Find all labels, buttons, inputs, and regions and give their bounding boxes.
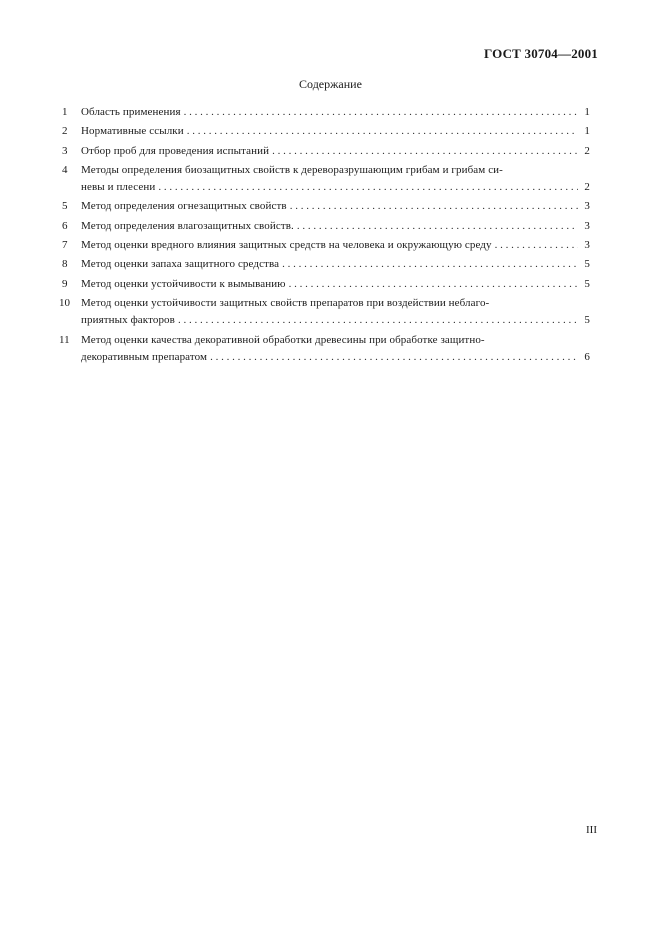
toc-leader-dots	[289, 276, 578, 293]
toc-entry-title-line-2: декоративным препаратом	[81, 350, 208, 363]
toc-entry-number: 6	[62, 219, 68, 232]
toc-entry[interactable]	[62, 237, 590, 254]
toc-leader-dots	[297, 218, 578, 235]
toc-entry[interactable]	[59, 295, 590, 330]
toc-leader-dots	[495, 237, 578, 254]
toc-entry[interactable]	[62, 218, 590, 235]
toc-entry[interactable]	[62, 162, 590, 197]
toc-entry-page: 1	[584, 106, 590, 118]
toc-entry[interactable]	[62, 123, 590, 140]
toc-entry-number: 5	[62, 200, 68, 213]
toc-entry-page: 5	[584, 258, 590, 271]
toc-title: Содержание	[299, 77, 362, 91]
table-of-contents	[59, 104, 590, 368]
toc-entry-title-line-1: Методы определения биозащитных свойств к дереворазрушающим грибам и грибам си-	[81, 163, 503, 176]
toc-leader-dots	[272, 143, 578, 160]
toc-entry-title: Метод определения огнезащитных свойств	[81, 200, 287, 213]
toc-entry-number: 3	[62, 144, 68, 157]
toc-entry[interactable]	[62, 276, 590, 293]
toc-entry[interactable]	[62, 198, 590, 215]
toc-entry-page: 3	[584, 239, 590, 252]
toc-entry-number: 1	[62, 106, 68, 118]
toc-leader-dots	[178, 312, 578, 329]
toc-leader-dots	[290, 198, 578, 215]
document-code: ГОСТ 30704—2001	[483, 46, 598, 61]
toc-entry-page: 3	[584, 200, 590, 213]
toc-leader-dots	[184, 104, 578, 121]
toc-entry-number: 11	[59, 333, 70, 346]
toc-entry-title: Метод оценки устойчивости к вымыванию	[81, 277, 286, 290]
toc-entry-number: 8	[62, 258, 68, 271]
toc-entry-title: Метод оценки вредного влияния защитных средств на человека и окружающую среду	[81, 239, 492, 252]
toc-entry-page: 3	[584, 219, 590, 232]
toc-entry-page: 2	[584, 181, 590, 194]
toc-entry[interactable]	[62, 143, 590, 160]
toc-leader-dots	[158, 179, 578, 196]
toc-entry-number: 7	[62, 239, 68, 252]
toc-entry-number: 9	[62, 277, 68, 290]
toc-entry[interactable]	[59, 332, 590, 367]
toc-entry-title-line-1: Метод оценки устойчивости защитных свойств препаратов при воздействии неблаго-	[81, 296, 490, 309]
toc-entry-title-line-2: невы и плесени	[81, 181, 156, 194]
toc-entry-title: Метод оценки запаха защитного средства	[81, 258, 280, 271]
toc-entry-page: 6	[584, 350, 590, 363]
toc-entry-number: 2	[62, 125, 68, 138]
toc-entry-title: Нормативные ссылки	[81, 125, 184, 138]
toc-entry-title: Метод определения влагозащитных свойств.	[81, 219, 294, 232]
toc-entry-page: 2	[584, 144, 590, 157]
page-number: III	[586, 824, 597, 836]
toc-entry-number: 4	[62, 163, 68, 176]
toc-leader-dots	[282, 256, 578, 273]
toc-entry-title-line-2: приятных факторов	[81, 314, 175, 327]
toc-entry-title-line-1: Метод оценки качества декоративной обработки древесины при обработке защитно-	[81, 333, 485, 346]
toc-leader-dots	[210, 349, 578, 366]
toc-entry-page: 5	[584, 314, 590, 327]
toc-entry-title: Отбор проб для проведения испытаний	[81, 144, 270, 157]
toc-entry[interactable]	[62, 256, 590, 273]
toc-entry-title: Область применения	[81, 106, 181, 118]
toc-leader-dots	[187, 123, 578, 140]
toc-entry-page: 5	[584, 277, 590, 290]
toc-entry-page: 1	[584, 125, 590, 138]
toc-entry-number: 10	[59, 296, 70, 309]
toc-entry[interactable]	[62, 104, 590, 121]
